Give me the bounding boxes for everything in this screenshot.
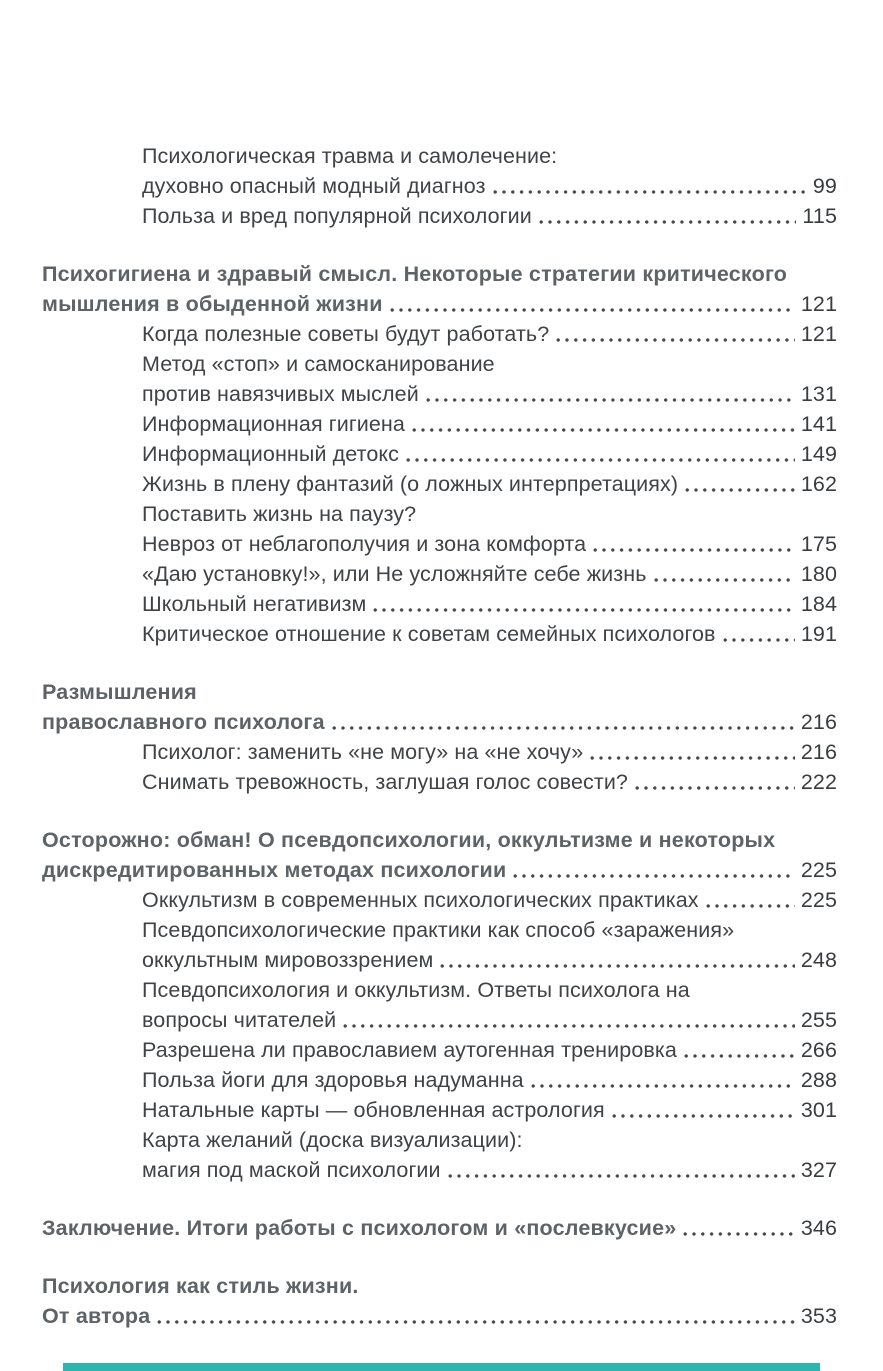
toc-section-entry	[42, 201, 837, 231]
entry-title: Осторожно: обман! О псевдопсихологии, оккультизме и некоторых	[42, 828, 776, 852]
entry-title: Психологическая травма и самолечение:	[142, 144, 558, 168]
page-number: 301	[800, 1098, 837, 1122]
page-number: 266	[800, 1038, 837, 1062]
toc-line	[142, 379, 837, 409]
page-number: 121	[800, 322, 837, 346]
entry-title: Снимать тревожность, заглушая голос совести?	[142, 770, 628, 794]
dot-leader	[332, 725, 795, 731]
entry-title: Школьный негативизм	[142, 592, 367, 616]
entry-title: оккультным мировоззрением	[142, 948, 434, 972]
entry-title: Польза и вред популярной психологии	[142, 204, 532, 228]
dot-leader	[157, 1319, 794, 1325]
page-number: 222	[800, 770, 837, 794]
entry-title: против навязчивых мыслей	[142, 382, 419, 406]
page-number: 99	[812, 174, 837, 198]
entry-title: духовно опасный модный диагноз	[142, 174, 486, 198]
dot-leader	[685, 487, 795, 493]
dot-leader	[556, 337, 795, 343]
toc-section-entry	[42, 499, 837, 559]
dot-leader	[590, 755, 795, 761]
toc-section-entry	[42, 1095, 837, 1125]
entry-title: Натальные карты — обновленная астрология	[142, 1098, 605, 1122]
entry-title: Критическое отношение к советам семейных психологов	[142, 622, 716, 646]
page-number: 162	[800, 472, 837, 496]
entry-title: Психогигиена и здравый смысл. Некоторые стратегии критического	[42, 262, 788, 286]
dot-leader	[612, 1113, 795, 1119]
toc-section-entry	[42, 589, 837, 619]
toc-line	[142, 1095, 837, 1125]
toc-line	[142, 469, 837, 499]
page-number: 255	[800, 1008, 837, 1032]
toc-line	[142, 1005, 837, 1035]
dot-leader	[684, 1053, 795, 1059]
entry-title: Псевдопсихологические практики как способ «заражения»	[142, 918, 735, 942]
toc-line	[142, 767, 837, 797]
entry-title: Польза йоги для здоровья надуманна	[142, 1068, 524, 1092]
toc-section-entry	[42, 439, 837, 469]
toc-line	[142, 885, 837, 915]
toc-line	[142, 945, 837, 975]
toc-line	[142, 171, 837, 201]
toc-chapter-entry	[42, 259, 837, 319]
page-number: 216	[800, 710, 837, 734]
toc-line	[42, 855, 837, 885]
page-number: 184	[800, 592, 837, 616]
page-number: 191	[800, 622, 837, 646]
entry-title: Невроз от неблагополучия и зона комфорта	[142, 532, 587, 556]
dot-leader	[343, 1023, 795, 1029]
entry-title: «Даю установку!», или Не усложняйте себе жизнь	[142, 562, 647, 586]
dot-leader	[723, 637, 795, 643]
entry-title: православного психолога	[42, 710, 325, 734]
toc-line	[142, 737, 837, 767]
entry-title: мышления в обыденной жизни	[42, 292, 383, 316]
page-number: 115	[802, 204, 837, 228]
toc-line	[142, 439, 837, 469]
toc-line	[142, 1065, 837, 1095]
toc-section-entry	[42, 767, 837, 797]
toc-line	[42, 677, 837, 707]
toc-line	[142, 319, 837, 349]
toc-line	[42, 1301, 837, 1331]
toc-section-entry	[42, 885, 837, 915]
toc-line	[142, 141, 837, 171]
entry-title: Когда полезные советы будут работать?	[142, 322, 550, 346]
dot-leader	[706, 903, 795, 909]
entry-title: Психолог: заменить «не могу» на «не хочу»	[142, 740, 584, 764]
toc-section-entry	[42, 409, 837, 439]
toc-section-entry	[42, 349, 837, 409]
toc-section-entry	[42, 737, 837, 767]
toc-line	[142, 559, 837, 589]
toc-section-entry	[42, 319, 837, 349]
page-number: 327	[800, 1158, 837, 1182]
dot-leader	[531, 1083, 795, 1089]
page-number: 149	[800, 442, 837, 466]
toc-chapter-entry	[42, 1213, 837, 1243]
toc-line	[42, 1271, 837, 1301]
entry-title: Псевдопсихология и оккультизм. Ответы психолога на	[142, 978, 690, 1002]
entry-title: Оккультизм в современных психологических практиках	[142, 888, 699, 912]
page-number: 248	[800, 948, 837, 972]
toc-line	[142, 589, 837, 619]
page-number: 346	[800, 1216, 837, 1240]
entry-title: Заключение. Итоги работы с психологом и «послевкусие»	[42, 1216, 677, 1240]
entry-title: Информационная гигиена	[142, 412, 405, 436]
toc-section-entry	[42, 975, 837, 1035]
page-number: 225	[800, 858, 837, 882]
toc-line	[142, 1035, 837, 1065]
toc-line	[42, 825, 837, 855]
toc-line	[142, 975, 837, 1005]
entry-title: Разрешена ли православием аутогенная тренировка	[142, 1038, 677, 1062]
table-of-contents	[42, 141, 837, 1331]
dot-leader	[493, 189, 807, 195]
dot-leader	[390, 307, 795, 313]
page-number: 131	[800, 382, 837, 406]
dot-leader	[448, 1173, 795, 1179]
dot-leader	[539, 219, 797, 225]
toc-line	[42, 289, 837, 319]
dot-leader	[373, 607, 794, 613]
page-number: 180	[800, 562, 837, 586]
toc-line	[142, 201, 837, 231]
page-number: 225	[800, 888, 837, 912]
entry-title: вопросы читателей	[142, 1008, 337, 1032]
toc-chapter-entry	[42, 825, 837, 885]
entry-title: Карта желаний (доска визуализации):	[142, 1128, 523, 1152]
dot-leader	[593, 547, 795, 553]
toc-line	[142, 1155, 837, 1185]
toc-section-entry	[42, 1065, 837, 1095]
toc-line	[142, 529, 837, 559]
dot-leader	[440, 963, 794, 969]
toc-section-entry	[42, 1035, 837, 1065]
toc-section-entry	[42, 559, 837, 589]
entry-title: Метод «стоп» и самосканирование	[142, 352, 495, 376]
toc-line	[142, 1125, 837, 1155]
dot-leader	[412, 427, 795, 433]
toc-line	[42, 259, 837, 289]
dot-leader	[635, 785, 795, 791]
footer-accent-bar	[63, 1363, 820, 1371]
toc-line	[142, 349, 837, 379]
dot-leader	[406, 457, 795, 463]
page-number: 141	[800, 412, 837, 436]
entry-title: магия под маской психологии	[142, 1158, 441, 1182]
entry-title: дискредитированных методах психологии	[42, 858, 507, 882]
toc-line	[142, 619, 837, 649]
toc-line	[142, 409, 837, 439]
toc-line	[42, 1213, 837, 1243]
toc-section-entry	[42, 1125, 837, 1185]
entry-title: Размышления	[42, 680, 197, 704]
toc-chapter-entry	[42, 1271, 837, 1331]
toc-section-entry	[42, 619, 837, 649]
page-number: 216	[800, 740, 837, 764]
page-number: 175	[800, 532, 837, 556]
entry-title: Информационный детокс	[142, 442, 399, 466]
toc-section-entry	[42, 141, 837, 201]
page-number: 288	[800, 1068, 837, 1092]
dot-leader	[683, 1231, 794, 1237]
entry-title: От автора	[42, 1304, 151, 1328]
dot-leader	[654, 577, 795, 583]
toc-line	[42, 707, 837, 737]
dot-leader	[513, 873, 794, 879]
entry-title: Психология как стиль жизни.	[42, 1274, 359, 1298]
entry-title: Поставить жизнь на паузу?	[142, 502, 417, 526]
dot-leader	[426, 397, 795, 403]
toc-section-entry	[42, 469, 837, 499]
entry-title: Жизнь в плену фантазий (о ложных интерпретациях)	[142, 472, 679, 496]
page-number: 353	[800, 1304, 837, 1328]
toc-chapter-entry	[42, 677, 837, 737]
page-number: 121	[800, 292, 837, 316]
toc-section-entry	[42, 915, 837, 975]
toc-line	[142, 915, 837, 945]
toc-line	[142, 499, 837, 529]
